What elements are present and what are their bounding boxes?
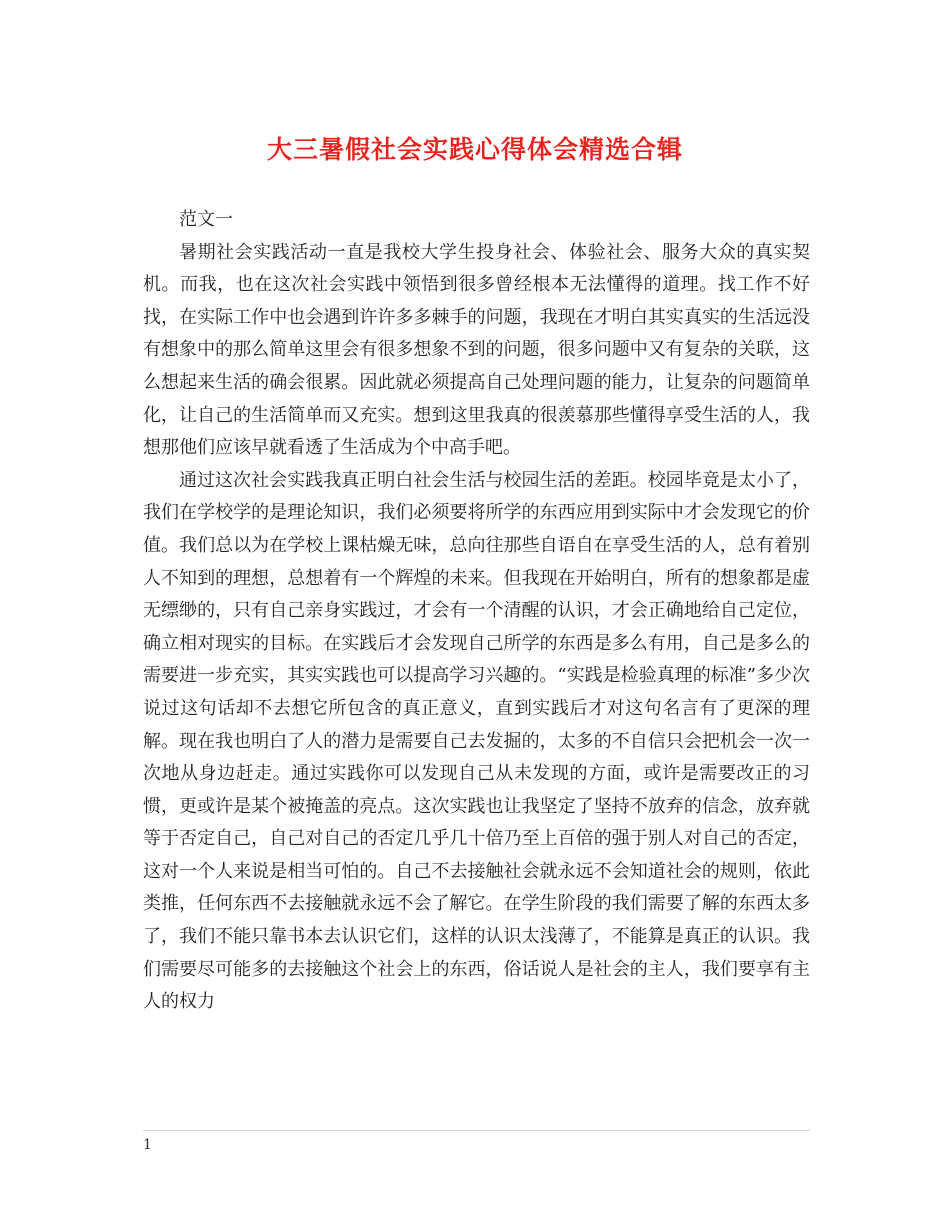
document-title: 大三暑假社会实践心得体会精选合辑	[266, 135, 683, 164]
document-body	[143, 204, 810, 1019]
paragraph-1: 暑期社会实践活动一直是我校大学生投身社会、体验社会、服务大众的真实契机。而我，也在这次社会实践中领悟到很多曾经根本无法懂得的道理。找工作不好找，在实际工作中也会遇到许许多多棘手的问题，我现在才明白其实真实的生活远没有想象中的那么简单这里会有很多想象不到的问题，很多问题中又有复杂的关联，这么想起来生活的确会很累。因此就必须提高自己处理问题的能力，让复杂的问题简单化，让自己的生活简单而又充实。想到这里我真的很羡慕那些懂得享受生活的人，我想那他们应该早就看透了生活成为个中高手吧。	[143, 241, 810, 459]
page-number: 1	[143, 1137, 152, 1153]
footer-divider	[143, 1130, 810, 1131]
paragraph-2: 通过这次社会实践我真正明白社会生活与校园生活的差距。校园毕竟是太小了，我们在学校学的是理论知识，我们必须要将所学的东西应用到实际中才会发现它的价值。我们总以为在学校上课枯燥无味，总向往那些自语自在享受生活的人，总有着别人不知到的理想，总想着有一个辉煌的未来。但我现在开始明白，所有的想象都是虚无缥缈的，只有自己亲身实践过，才会有一个清醒的认识，才会正确地给自己定位，确立相对现实的目标。在实践后才会发现自己所学的东西是多么有用，自己是多么的需要进一步充实，其实实践也可以提高学习兴趣的。“实践是检验真理的标准”多少次说过这句话却不去想它所包含的真正意义，直到实践后才对这句名言有了更深的理解。现在我也明白了人的潜力是需要自己去发掘的，太多的不自信只会把机会一次一次地从身边赶走。通过实践你可以发现自己从未发现的方面，或许是需要改正的习惯，更或许是某个被掩盖的亮点。这次实践也让我坚定了坚持不放弃的信念，放弃就等于否定自己，自己对自己的否定几乎几十倍乃至上百倍的强于别人对自己的否定，这对一个人来说是相当可怕的。自己不去接触社会就永远不会知道社会的规则，依此类推，任何东西不去接触就永远不会了解它。在学生阶段的我们需要了解的东西太多了，我们不能只靠书本去认识它们，这样的认识太浅薄了，不能算是真正的认识。我们需要尽可能多的去接触这个社会上的东西，俗话说人是社会的主人，我们要享有主人的权力	[143, 469, 810, 1013]
section-label: 范文一	[179, 209, 233, 230]
